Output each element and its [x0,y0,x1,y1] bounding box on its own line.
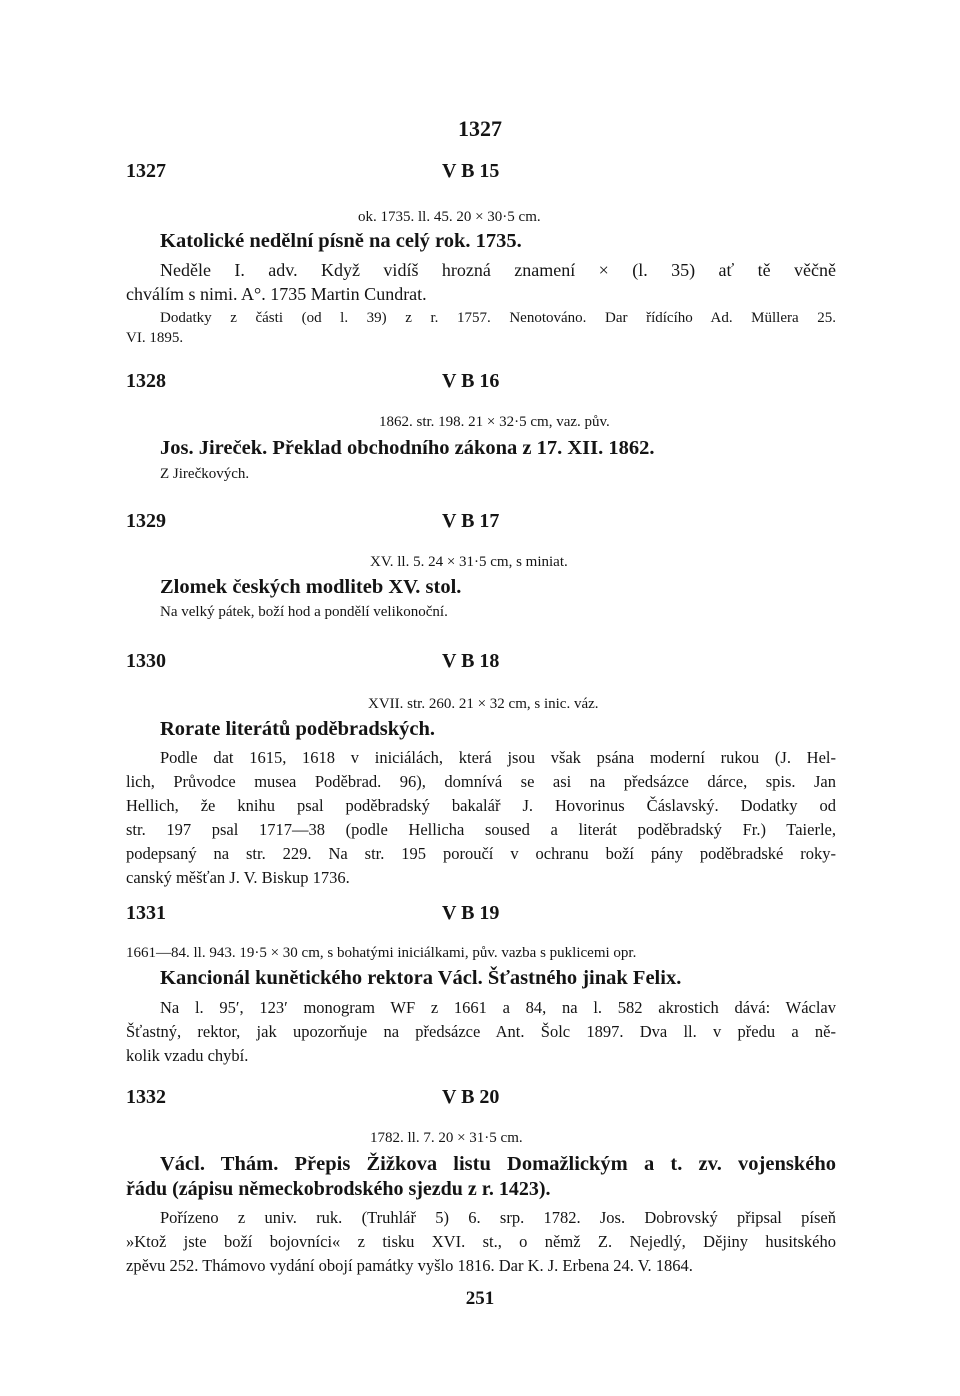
entry-title: Zlomek českých modliteb XV. stol. [160,576,462,598]
note-line: Hellich, že knihu psal poděbradský bakalář J. Hovorinus Čáslavský. Dodatky od [126,796,836,815]
note-line: zpěvu 252. Thámovo vydání obojí památky vyšlo 1816. Dar K. J. Erbena 24. V. 1864. [126,1256,693,1275]
incipit-line: Neděle I. adv. Když vidíš hrozná znamení × (l. 35) ať tě věčně [160,260,836,280]
incipit-continued [126,282,836,306]
shelfmark: V B 19 [442,902,500,924]
note-line: str. 197 psal 1717—38 (podle Hellicha soused a literát poděbradský Fr.) Taierle, [126,820,836,839]
physical-description: 1661—84. ll. 943. 19·5 × 30 cm, s bohatými iniciálkami, pův. vazba s puklicemi opr. [126,945,637,961]
note-line: Šťastný, rektor, jak upozorňuje na předsázce Ant. Šolc 1897. Dva ll. v předu a ně- [126,1022,836,1041]
entry-title [160,1153,836,1176]
note-line: »Ktož jste boží bojovníci« z tisku XVI. st., o němž Z. Nejedlý, Dějiny husitského [126,1232,836,1251]
entry-number: 1329 [126,510,166,532]
note-line-continued: VI. 1895. [126,330,184,346]
physical-description: XVII. str. 260. 21 × 32 cm, s inic. váz. [368,696,599,712]
note-line: kolik vzadu chybí. [126,1046,249,1065]
shelfmark: V B 16 [442,370,500,392]
note-line: Podle dat 1615, 1618 v iniciálách, která jsou však psána moderní rukou (J. Hel- [160,748,836,767]
shelfmark: V B 20 [442,1086,500,1108]
entry-number: 1330 [126,650,166,672]
physical-description: 1782. ll. 7. 20 × 31·5 cm. [370,1130,523,1146]
physical-description: ok. 1735. ll. 45. 20 × 30·5 cm. [358,209,541,225]
incipit [160,258,836,282]
shelfmark: V B 17 [442,510,500,532]
entry-note: Na velký pátek, boží hod a pondělí velikonoční. [160,604,448,620]
note-line: Pořízeno z univ. ruk. (Truhlář 5) 6. srp. 1782. Jos. Dobrovský připsal píseň [160,1208,836,1227]
shelfmark: V B 18 [442,650,500,672]
entry-title: Rorate literátů poděbradských. [160,718,436,740]
entry-note: Z Jirečkových. [160,466,250,482]
entry-number: 1327 [126,160,166,182]
title-line-continued [126,1178,550,1201]
incipit-line: chválím s nimi. A°. 1735 Martin Cundrat. [126,284,427,304]
entry-title: Katolické nedělní písně na celý rok. 1735. [160,230,522,252]
physical-description: XV. ll. 5. 24 × 31·5 cm, s miniat. [370,554,568,570]
note-line: podepsaný na str. 229. Na str. 195 poroučí v ochranu boží pány poděbradské roky- [126,844,836,863]
page-number: 251 [465,1288,495,1309]
note-line: Dodatky z části (od l. 39) z r. 1757. Nenotováno. Dar řídícího Ad. Müllera 25. [160,310,836,326]
entry-note [126,746,836,890]
entry-note [126,996,836,1068]
entry-note [160,306,836,330]
entry-title: Jos. Jireček. Překlad obchodního zákona z 17. XII. 1862. [160,437,655,459]
entry-note [126,1206,836,1278]
entry-number: 1328 [126,370,166,392]
note-line: lich, Průvodce musea Poděbrad. 96), domnívá se asi na předsázce dárce, spis. Jan [126,772,836,791]
entry-title: Kancionál kunětického rektora Václ. Šťastného jinak Felix. [160,967,682,989]
physical-description: 1862. str. 198. 21 × 32·5 cm, vaz. pův. [379,414,610,430]
entry-number: 1332 [126,1086,166,1108]
note-line: Na l. 95′, 123′ monogram WF z 1661 a 84, na l. 582 akrostich dává: Wáclav [160,998,836,1017]
title-line: řádu (zápisu německobrodského sjezdu z r. 1423). [126,1178,551,1200]
entry-number: 1331 [126,902,166,924]
title-line: Václ. Thám. Přepis Žižkova listu Domažlickým a t. zv. vojenského [160,1153,836,1175]
running-head: 1327 [458,116,502,141]
note-line: canský měšťan J. V. Biskup 1736. [126,868,350,887]
shelfmark: V B 15 [442,160,500,182]
